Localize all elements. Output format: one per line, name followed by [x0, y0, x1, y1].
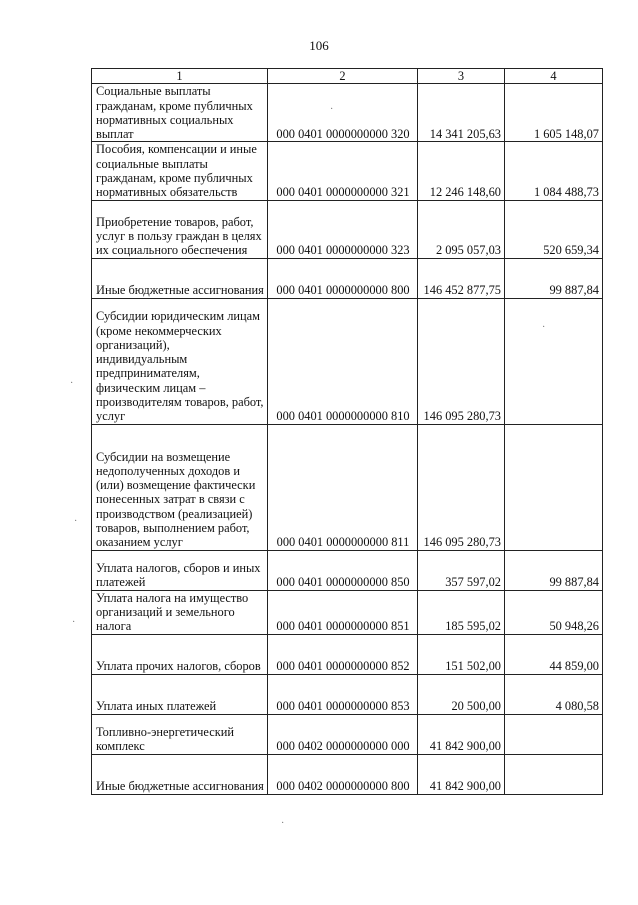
- amount-col-3: 357 597,02: [418, 550, 505, 590]
- amount-col-4: 520 659,34: [505, 200, 603, 258]
- amount-col-3: 20 500,00: [418, 674, 505, 714]
- amount-col-4: [505, 714, 603, 754]
- budget-code: 000 0401 0000000000 320: [268, 84, 418, 142]
- budget-item-name: Уплата иных платежей: [92, 674, 268, 714]
- amount-col-3: 14 341 205,63: [418, 84, 505, 142]
- budget-code: 000 0402 0000000000 800: [268, 754, 418, 794]
- budget-code: 000 0402 0000000000 000: [268, 714, 418, 754]
- budget-code: 000 0401 0000000000 323: [268, 200, 418, 258]
- page-number: 106: [309, 38, 329, 53]
- scan-speck: ·: [74, 516, 78, 527]
- table-row: [92, 298, 603, 424]
- amount-col-3: 2 095 057,03: [418, 200, 505, 258]
- amount-col-4: 4 080,58: [505, 674, 603, 714]
- table-row: [92, 714, 603, 754]
- amount-col-4: [505, 424, 603, 550]
- table-row: [92, 754, 603, 794]
- budget-item-name: Субсидии юридическим лицам (кроме некоммерческих организаций), индивидуальным предпринимателям, физическим лицам – производителям товаров, работ, услуг: [92, 298, 268, 424]
- budget-code: 000 0401 0000000000 853: [268, 674, 418, 714]
- column-header-4: 4: [505, 69, 603, 84]
- scan-speck: ·: [330, 104, 334, 115]
- budget-item-name: Иные бюджетные ассигнования: [92, 754, 268, 794]
- amount-col-3: 151 502,00: [418, 634, 505, 674]
- table-header-row: [92, 69, 603, 84]
- amount-col-4: [505, 298, 603, 424]
- amount-col-4: [505, 754, 603, 794]
- budget-item-name: Уплата налогов, сборов и иных платежей: [92, 550, 268, 590]
- amount-col-4: 99 887,84: [505, 258, 603, 298]
- budget-code: 000 0401 0000000000 811: [268, 424, 418, 550]
- table-row: [92, 424, 603, 550]
- scan-speck: ·: [542, 322, 546, 333]
- budget-item-name: Приобретение товаров, работ, услуг в пользу граждан в целях их социального обеспечения: [92, 200, 268, 258]
- budget-item-name: Иные бюджетные ассигнования: [92, 258, 268, 298]
- amount-col-4: 1 084 488,73: [505, 142, 603, 200]
- amount-col-3: 185 595,02: [418, 590, 505, 634]
- scan-speck: ·: [72, 617, 76, 628]
- budget-code: 000 0401 0000000000 321: [268, 142, 418, 200]
- budget-item-name: Уплата налога на имущество организаций и земельного налога: [92, 590, 268, 634]
- amount-col-3: 146 452 877,75: [418, 258, 505, 298]
- budget-table: [91, 68, 603, 795]
- amount-col-3: 41 842 900,00: [418, 714, 505, 754]
- table-row: [92, 200, 603, 258]
- budget-code: 000 0401 0000000000 851: [268, 590, 418, 634]
- table-row: [92, 258, 603, 298]
- table-row: [92, 590, 603, 634]
- amount-col-4: 44 859,00: [505, 634, 603, 674]
- amount-col-4: 99 887,84: [505, 550, 603, 590]
- table-row: [92, 142, 603, 200]
- amount-col-3: 41 842 900,00: [418, 754, 505, 794]
- table-row: [92, 550, 603, 590]
- budget-code: 000 0401 0000000000 810: [268, 298, 418, 424]
- amount-col-3: 146 095 280,73: [418, 298, 505, 424]
- budget-item-name: Социальные выплаты гражданам, кроме публичных нормативных социальных выплат: [92, 84, 268, 142]
- scan-speck: ·: [70, 378, 74, 389]
- table-row: [92, 634, 603, 674]
- column-header-1: 1: [92, 69, 268, 84]
- scan-speck: ·: [281, 818, 285, 829]
- table-row: [92, 674, 603, 714]
- budget-item-name: Пособия, компенсации и иные социальные выплаты гражданам, кроме публичных нормативных обязательств: [92, 142, 268, 200]
- column-header-2: 2: [268, 69, 418, 84]
- budget-item-name: Уплата прочих налогов, сборов: [92, 634, 268, 674]
- column-header-3: 3: [418, 69, 505, 84]
- amount-col-4: 1 605 148,07: [505, 84, 603, 142]
- table-row: [92, 84, 603, 142]
- amount-col-4: 50 948,26: [505, 590, 603, 634]
- amount-col-3: 146 095 280,73: [418, 424, 505, 550]
- budget-item-name: Субсидии на возмещение недополученных доходов и (или) возмещение фактически понесенных затрат в связи с производством (реализацией) товаров, выполнением работ, оказанием услуг: [92, 424, 268, 550]
- amount-col-3: 12 246 148,60: [418, 142, 505, 200]
- budget-code: 000 0401 0000000000 850: [268, 550, 418, 590]
- budget-item-name: Топливно-энергетический комплекс: [92, 714, 268, 754]
- budget-code: 000 0401 0000000000 852: [268, 634, 418, 674]
- budget-code: 000 0401 0000000000 800: [268, 258, 418, 298]
